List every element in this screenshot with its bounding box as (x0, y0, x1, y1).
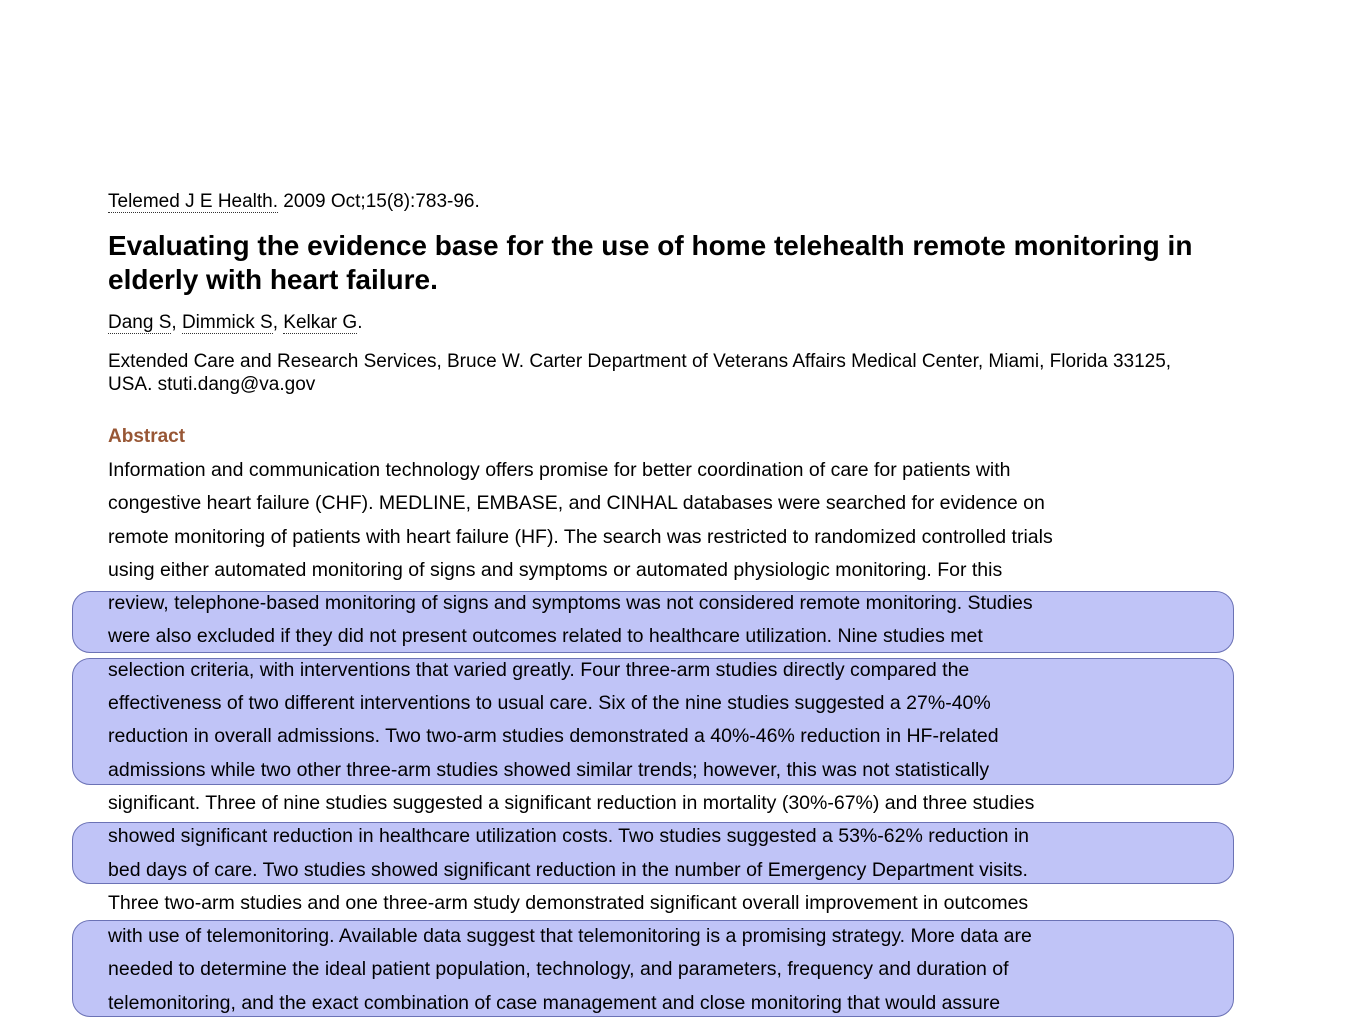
abstract-line: were also excluded if they did not present outcomes related to healthcare utilization. Nine studies met (108, 625, 983, 648)
abstract-line: selection criteria, with interventions that varied greatly. Four three-arm studies directly compared the (108, 658, 970, 681)
author-link[interactable]: Dimmick S (181, 312, 273, 333)
abstract-line: reduction in overall admissions. Two two-arm studies demonstrated a 40%-46% reduction in HF-related (108, 725, 999, 748)
abstract-line: admissions while two other three-arm studies showed similar trends; however, this was not statistically (108, 758, 990, 781)
article-title: Evaluating the evidence base for the use of home telehealth remote monitoring in elderly with heart failure. (108, 230, 1193, 295)
abstract-line: bed days of care. Two studies showed significant reduction in the number of Emergency Department visits. (108, 858, 1028, 881)
abstract-line: telemonitoring, and the exact combination of case management and close monitoring that would assure (108, 991, 1001, 1014)
author-separator: . (357, 312, 363, 333)
abstract-line: congestive heart failure (CHF). MEDLINE, EMBASE, and CINHAL databases were searched for evidence on (108, 492, 1045, 515)
author-separator: , (272, 312, 284, 333)
abstract-line: Three two-arm studies and one three-arm study demonstrated significant overall improvement in outcomes (108, 891, 1029, 914)
citation (108, 191, 480, 213)
abstract-line: review, telephone-based monitoring of signs and symptoms was not considered remote monitoring. Studies (108, 592, 1033, 615)
author-list (108, 312, 362, 334)
abstract-line: needed to determine the ideal patient population, technology, and parameters, frequency and duration of (108, 958, 1009, 981)
abstract-line: using either automated monitoring of signs and symptoms or automated physiologic monitoring. For this (108, 558, 1003, 581)
affiliation: Extended Care and Research Services, Bruce W. Carter Department of Veterans Affairs Medical Center, Miami, Florida 33125, USA. stuti.dang@va.gov (108, 351, 1172, 395)
abstract-line: showed significant reduction in healthcare utilization costs. Two studies suggested a 53%-62% reduction in (108, 825, 1030, 848)
abstract-body (108, 454, 1228, 1020)
abstract-line: with use of telemonitoring. Available data suggest that telemonitoring is a promising strategy. More data are (108, 925, 1032, 948)
abstract-line: Information and communication technology offers promise for better coordination of care for patients with (108, 459, 1011, 481)
abstract-line: significant. Three of nine studies suggested a significant reduction in mortality (30%-67%) and three studies (108, 791, 1035, 814)
abstract-heading: Abstract (108, 426, 186, 447)
citation-details: 2009 Oct;15(8):783-96. (278, 191, 480, 212)
abstract-line: effectiveness of two different interventions to usual care. Six of the nine studies suggested a 27%-40% (108, 692, 991, 715)
journal-link[interactable]: Telemed J E Health. (108, 191, 279, 212)
abstract-line: remote monitoring of patients with heart failure (HF). The search was restricted to randomized controlled trials (108, 525, 1053, 548)
author-link[interactable]: Kelkar G (283, 312, 358, 333)
author-link[interactable]: Dang S (108, 312, 172, 333)
author-separator: , (171, 312, 182, 333)
